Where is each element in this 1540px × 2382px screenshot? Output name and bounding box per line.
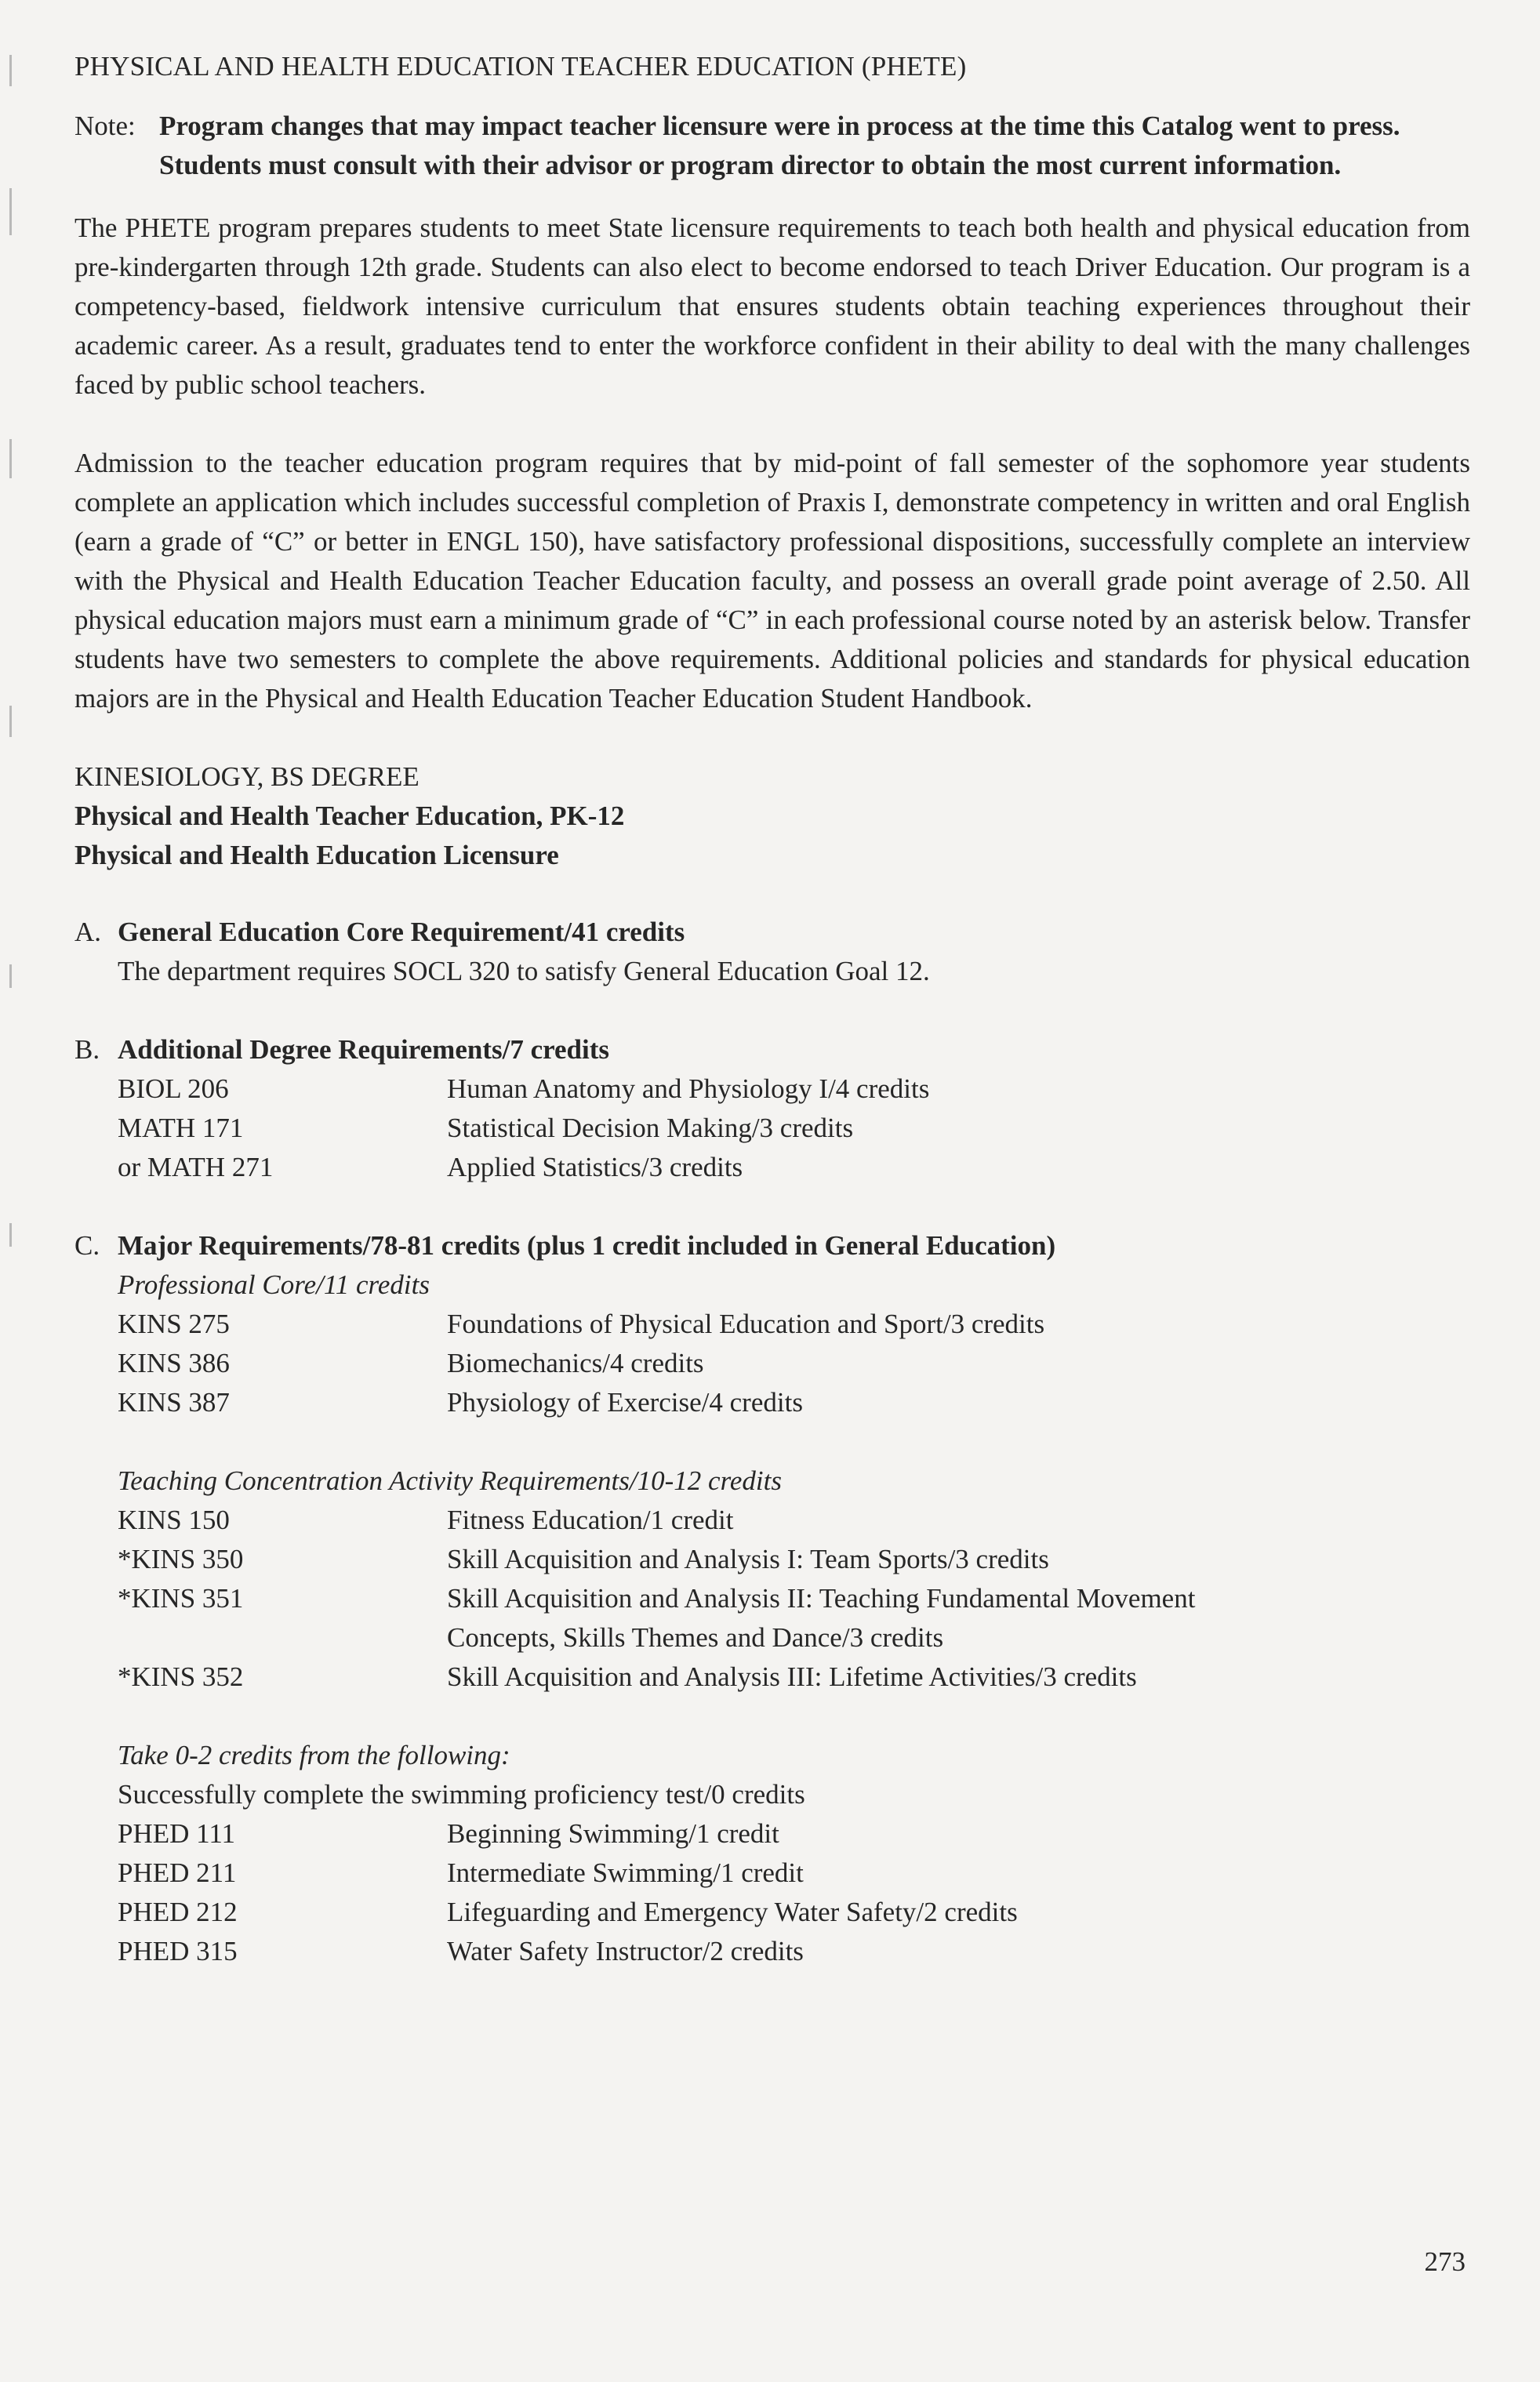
course-desc: Water Safety Instructor/2 credits <box>447 1936 804 1966</box>
course-code: *KINS 352 <box>118 1661 244 1692</box>
course-row <box>118 1540 1470 1579</box>
course-desc: Foundations of Physical Education and Sport/3 credits <box>447 1309 1045 1339</box>
section-body <box>118 913 1470 991</box>
scan-margin-mark <box>9 439 12 478</box>
course-desc: Skill Acquisition and Analysis I: Team Sports/3 credits <box>447 1544 1049 1574</box>
degree-licensure: Physical and Health Education Licensure <box>74 840 559 870</box>
scan-margin-mark <box>9 1223 12 1247</box>
course-row <box>118 1814 1470 1854</box>
scan-margin-mark <box>9 706 12 737</box>
admission-requirements: Admission to the teacher education program requires that by mid-point of fall semester of the sophomore year students complete an application which includes successful completion of Praxis I, demonstrate competency in written and oral English (earn a grade of “C” or better in ENGL 150), have satisfactory professional dispositions, successfully complete an interview with the Physical and Health Education Teacher Education faculty, and possess an overall grade point average of 2.50. All physical education majors must earn a minimum grade of “C” in each professional course noted by an asterisk below. Transfer students have two semesters to complete the above requirements. Additional policies and standards for physical education majors are in the Physical and Health Education Teacher Education Student Handbook. <box>74 448 1470 714</box>
course-desc-line: Skill Acquisition and Analysis II: Teaching Fundamental Movement <box>447 1583 1196 1614</box>
course-code: PHED 315 <box>118 1936 238 1966</box>
course-row <box>118 1658 1470 1697</box>
page-number: 273 <box>1424 2246 1466 2277</box>
course-row <box>118 1893 1470 1932</box>
scan-margin-mark <box>9 964 12 988</box>
note-label: Note: <box>74 111 136 141</box>
section-title: General Education Core Requirement/41 credits <box>118 917 685 947</box>
section-title: Additional Degree Requirements/7 credits <box>118 1034 610 1065</box>
course-desc: Intermediate Swimming/1 credit <box>447 1857 804 1888</box>
note-text: Program changes that may impact teacher licensure were in process at the time this Catalog went to press. Students must consult with their advisor or program director to obtain the most current information. <box>159 111 1400 180</box>
note-block <box>74 107 1470 185</box>
course-code: KINS 150 <box>118 1505 230 1535</box>
scan-margin-mark <box>9 55 12 86</box>
course-desc: Lifeguarding and Emergency Water Safety/2 credits <box>447 1897 1018 1927</box>
course-code: KINS 275 <box>118 1309 230 1339</box>
professional-core-heading: Professional Core/11 credits <box>118 1269 430 1300</box>
section-body <box>118 1226 1470 1971</box>
course-desc: Human Anatomy and Physiology I/4 credits <box>447 1073 930 1104</box>
section-letter: C. <box>74 1230 100 1261</box>
course-row <box>118 1579 1470 1658</box>
program-description: The PHETE program prepares students to meet State licensure requirements to teach both health and physical education from pre-kindergarten through 12th grade. Students can also elect to become endorsed to teach Driver Education. Our program is a competency-based, fieldwork intensive curriculum that ensures students obtain teaching experiences throughout their academic career. As a result, graduates tend to enter the workforce confident in their ability to deal with the many challenges faced by public school teachers. <box>74 212 1470 400</box>
course-code: KINS 387 <box>118 1387 230 1418</box>
course-desc: Physiology of Exercise/4 credits <box>447 1387 803 1418</box>
course-row <box>118 1501 1470 1540</box>
course-row <box>118 1383 1470 1422</box>
electives-line: Successfully complete the swimming proficiency test/0 credits <box>118 1779 805 1810</box>
course-code: MATH 171 <box>118 1113 244 1143</box>
page-title: PHYSICAL AND HEALTH EDUCATION TEACHER EDUCATION (PHETE) <box>74 51 967 82</box>
course-desc: Biomechanics/4 credits <box>447 1348 704 1378</box>
course-desc <box>447 1579 1470 1658</box>
section-body <box>118 1030 1470 1187</box>
course-code: PHED 211 <box>118 1857 237 1888</box>
course-desc: Applied Statistics/3 credits <box>447 1152 743 1182</box>
course-row <box>118 1109 1470 1148</box>
course-row <box>118 1932 1470 1971</box>
degree-name: KINESIOLOGY, BS DEGREE <box>74 761 420 792</box>
degree-track: Physical and Health Teacher Education, PK-12 <box>74 801 625 831</box>
course-code: PHED 212 <box>118 1897 238 1927</box>
course-row <box>118 1069 1470 1109</box>
degree-heading <box>74 757 1470 875</box>
teaching-concentration-heading: Teaching Concentration Activity Requirements/10-12 credits <box>118 1465 782 1496</box>
section-letter: A. <box>74 917 102 947</box>
course-row <box>118 1854 1470 1893</box>
course-code: PHED 111 <box>118 1818 236 1849</box>
course-desc: Fitness Education/1 credit <box>447 1505 734 1535</box>
course-row <box>118 1148 1470 1187</box>
section-text: The department requires SOCL 320 to satisfy General Education Goal 12. <box>118 956 930 986</box>
course-row <box>118 1305 1470 1344</box>
section-a <box>74 913 1470 991</box>
section-title: Major Requirements/78-81 credits (plus 1 credit included in General Education) <box>118 1230 1056 1261</box>
course-desc: Beginning Swimming/1 credit <box>447 1818 779 1849</box>
course-desc: Skill Acquisition and Analysis III: Lifetime Activities/3 credits <box>447 1661 1137 1692</box>
electives-heading: Take 0-2 credits from the following: <box>118 1740 510 1770</box>
course-code: BIOL 206 <box>118 1073 229 1104</box>
course-code: *KINS 350 <box>118 1544 244 1574</box>
course-code: KINS 386 <box>118 1348 230 1378</box>
course-row <box>118 1344 1470 1383</box>
scan-margin-mark <box>9 188 12 235</box>
course-desc: Statistical Decision Making/3 credits <box>447 1113 854 1143</box>
section-b <box>74 1030 1470 1187</box>
course-code: *KINS 351 <box>118 1583 244 1614</box>
section-c <box>74 1226 1470 1971</box>
page-content <box>74 47 1470 2010</box>
section-letter: B. <box>74 1034 100 1065</box>
course-code: or MATH 271 <box>118 1152 274 1182</box>
course-desc-line: Concepts, Skills Themes and Dance/3 credits <box>447 1622 944 1653</box>
